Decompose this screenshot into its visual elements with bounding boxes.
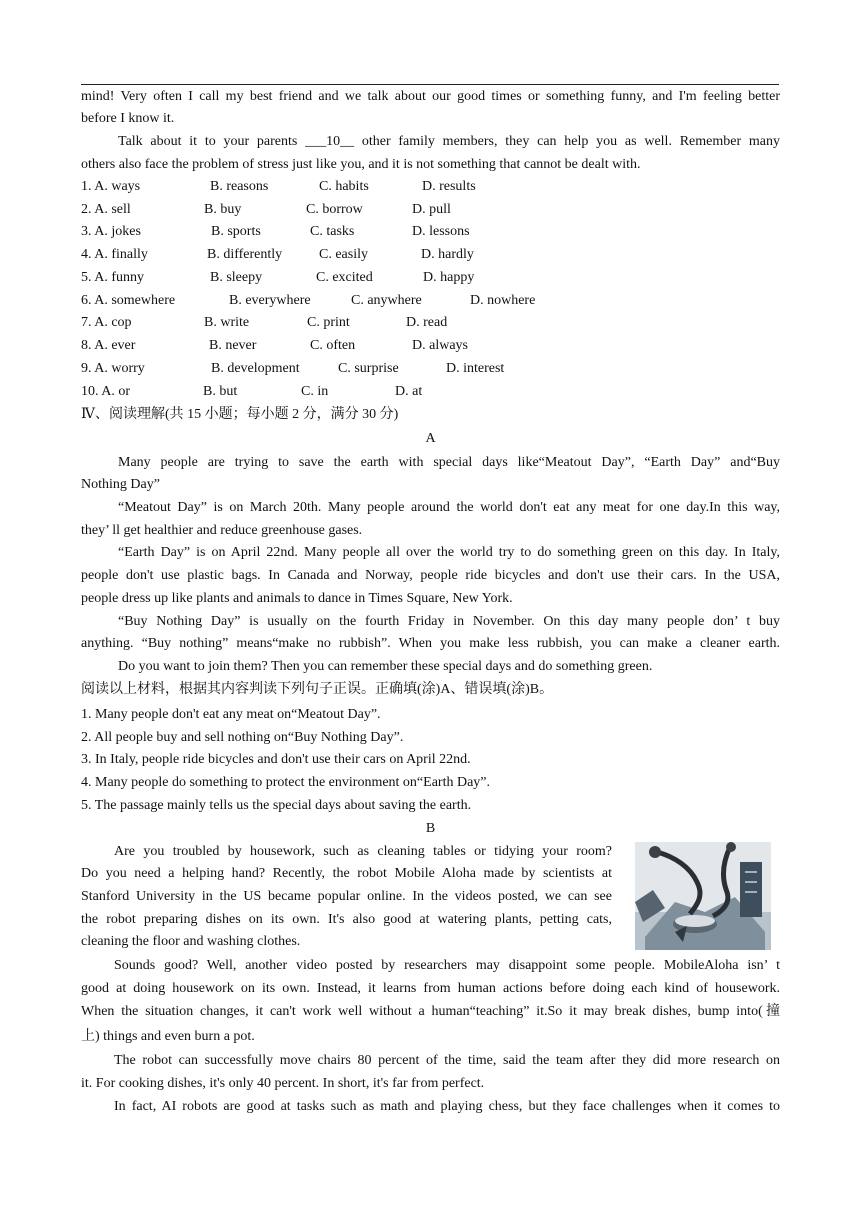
passage-line: Sounds good? Well, another video posted by researchers may disappoint some people. MobileAloha isn’ t	[114, 958, 780, 973]
passage-line: cleaning the floor and washing clothes.	[81, 934, 301, 949]
header-rule	[81, 84, 779, 85]
option-d: D. nowhere	[470, 293, 536, 308]
option-a: 2. A. sell	[81, 202, 131, 217]
option-c: C. anywhere	[351, 293, 422, 308]
passage-line: anything. “Buy nothing” means“make no rubbish”. When you make less rubbish, you can make a cleaner earth.	[81, 636, 780, 651]
option-a: 7. A. cop	[81, 315, 132, 330]
question: 4. Many people do something to protect the environment on“Earth Day”.	[81, 775, 491, 790]
option-b: B. write	[204, 315, 250, 330]
option-c: C. tasks	[310, 224, 355, 239]
option-b: B. buy	[204, 202, 242, 217]
passage-line: “Buy Nothing Day” is usually on the fourth Friday in November. On this day many people don’ t buy	[118, 614, 780, 629]
paragraph-line: others also face the problem of stress just like you, and it is not something that cannot be dealt with.	[81, 157, 641, 172]
option-c: C. excited	[316, 270, 373, 285]
paragraph-line	[81, 132, 780, 152]
passage-line: The robot can successfully move chairs 80 percent of the time, said the team after they did more research on	[114, 1053, 780, 1068]
option-a: 6. A. somewhere	[81, 293, 176, 308]
text-fragment: other family members, they can help you as well. Remember many	[354, 134, 780, 149]
option-d: D. read	[406, 315, 448, 330]
option-c: C. habits	[319, 179, 369, 194]
option-c: C. in	[301, 384, 329, 399]
passage-line: people don't use plastic bags. In Canada and Norway, people ride bicycles and don't use their cars. In the USA,	[81, 568, 780, 583]
passage-line: Many people are trying to save the earth with special days like“Meatout Day”, “Earth Day” and“Buy	[118, 455, 780, 470]
option-d: D. lessons	[412, 224, 470, 239]
passage-line: Are you troubled by housework, such as cleaning tables or tidying your room?	[114, 844, 612, 859]
robot-photo	[635, 842, 771, 950]
passage-line: When the situation changes, it can't work well without a human“teaching” it.So it may break dishes, bump into(撞	[81, 1004, 780, 1019]
passage-line: “Earth Day” is on April 22nd. Many people all over the world try to do something green on this day. In Italy,	[118, 545, 780, 560]
passage-line: they’ ll get healthier and reduce greenhouse gases.	[81, 523, 363, 538]
option-a: 3. A. jokes	[81, 224, 141, 239]
option-b: B. reasons	[210, 179, 269, 194]
option-d: D. happy	[423, 270, 475, 285]
option-b: B. everywhere	[229, 293, 311, 308]
option-b: B. development	[211, 361, 300, 376]
passage-label: A	[425, 431, 436, 446]
passage-line: Do you need a helping hand? Recently, the robot Mobile Aloha made by scientists at	[81, 866, 612, 881]
section-heading: Ⅳ、阅读理解(共 15 小题；每小题 2 分，满分 30 分)	[81, 407, 399, 422]
passage-line: In fact, AI robots are good at tasks such as math and playing chess, but they face challenges when it comes to	[114, 1099, 780, 1114]
passage-line: it. For cooking dishes, it's only 40 percent. In short, it's far from perfect.	[81, 1076, 485, 1091]
option-c: C. borrow	[306, 202, 363, 217]
question: 5. The passage mainly tells us the special days about saving the earth.	[81, 798, 472, 813]
question: 1. Many people don't eat any meat on“Meatout Day”.	[81, 707, 381, 722]
option-b: B. but	[203, 384, 238, 399]
option-c: C. easily	[319, 247, 368, 262]
option-d: D. pull	[412, 202, 451, 217]
option-d: D. always	[412, 338, 468, 353]
passage-line: good at doing housework on its own. Instead, it learns from human actions before doing each kind of housework.	[81, 981, 780, 996]
option-d: D. at	[395, 384, 423, 399]
text-fragment: Talk about it to your parents	[118, 134, 306, 149]
option-a: 8. A. ever	[81, 338, 136, 353]
passage-line: 上) things and even burn a pot.	[81, 1029, 255, 1044]
question: 2. All people buy and sell nothing on“Buy Nothing Day”.	[81, 730, 404, 745]
passage-line: people dress up like plants and animals to dance in Times Square, New York.	[81, 591, 513, 606]
question: 3. In Italy, people ride bicycles and don't use their cars on April 22nd.	[81, 752, 471, 767]
paragraph-line: before I know it.	[81, 111, 175, 126]
passage-label: B	[425, 821, 436, 836]
robot-illustration	[635, 842, 771, 950]
option-c: C. surprise	[338, 361, 399, 376]
option-d: D. hardly	[421, 247, 474, 262]
option-c: C. often	[310, 338, 356, 353]
option-b: B. differently	[207, 247, 283, 262]
blank-10: ___10__	[305, 134, 355, 149]
paragraph-line: mind! Very often I call my best friend and we talk about our good times or something funny, and I'm feeling better	[81, 89, 780, 104]
option-a: 10. A. or	[81, 384, 130, 399]
instruction: 阅读以上材料，根据其内容判读下列句子正误。正确填(涂)A、错误填(涂)B。	[81, 682, 554, 697]
option-c: C. print	[307, 315, 350, 330]
option-b: B. sports	[211, 224, 261, 239]
option-b: B. sleepy	[210, 270, 263, 285]
passage-line: Do you want to join them? Then you can remember these special days and do something green.	[118, 659, 653, 674]
option-b: B. never	[209, 338, 257, 353]
option-a: 5. A. funny	[81, 270, 144, 285]
passage-line: the robot preparing dishes on its own. It's also good at watering plants, petting cats,	[81, 912, 612, 927]
option-a: 1. A. ways	[81, 179, 141, 194]
passage-line: Stanford University in the US became popular online. In the videos posted, we can see	[81, 889, 612, 904]
option-d: D. results	[422, 179, 476, 194]
passage-line: “Meatout Day” is on March 20th. Many people around the world don't eat any meat for one day.In this way,	[118, 500, 780, 515]
passage-line: Nothing Day”	[81, 477, 160, 492]
option-d: D. interest	[446, 361, 505, 376]
option-a: 9. A. worry	[81, 361, 145, 376]
option-a: 4. A. finally	[81, 247, 148, 262]
